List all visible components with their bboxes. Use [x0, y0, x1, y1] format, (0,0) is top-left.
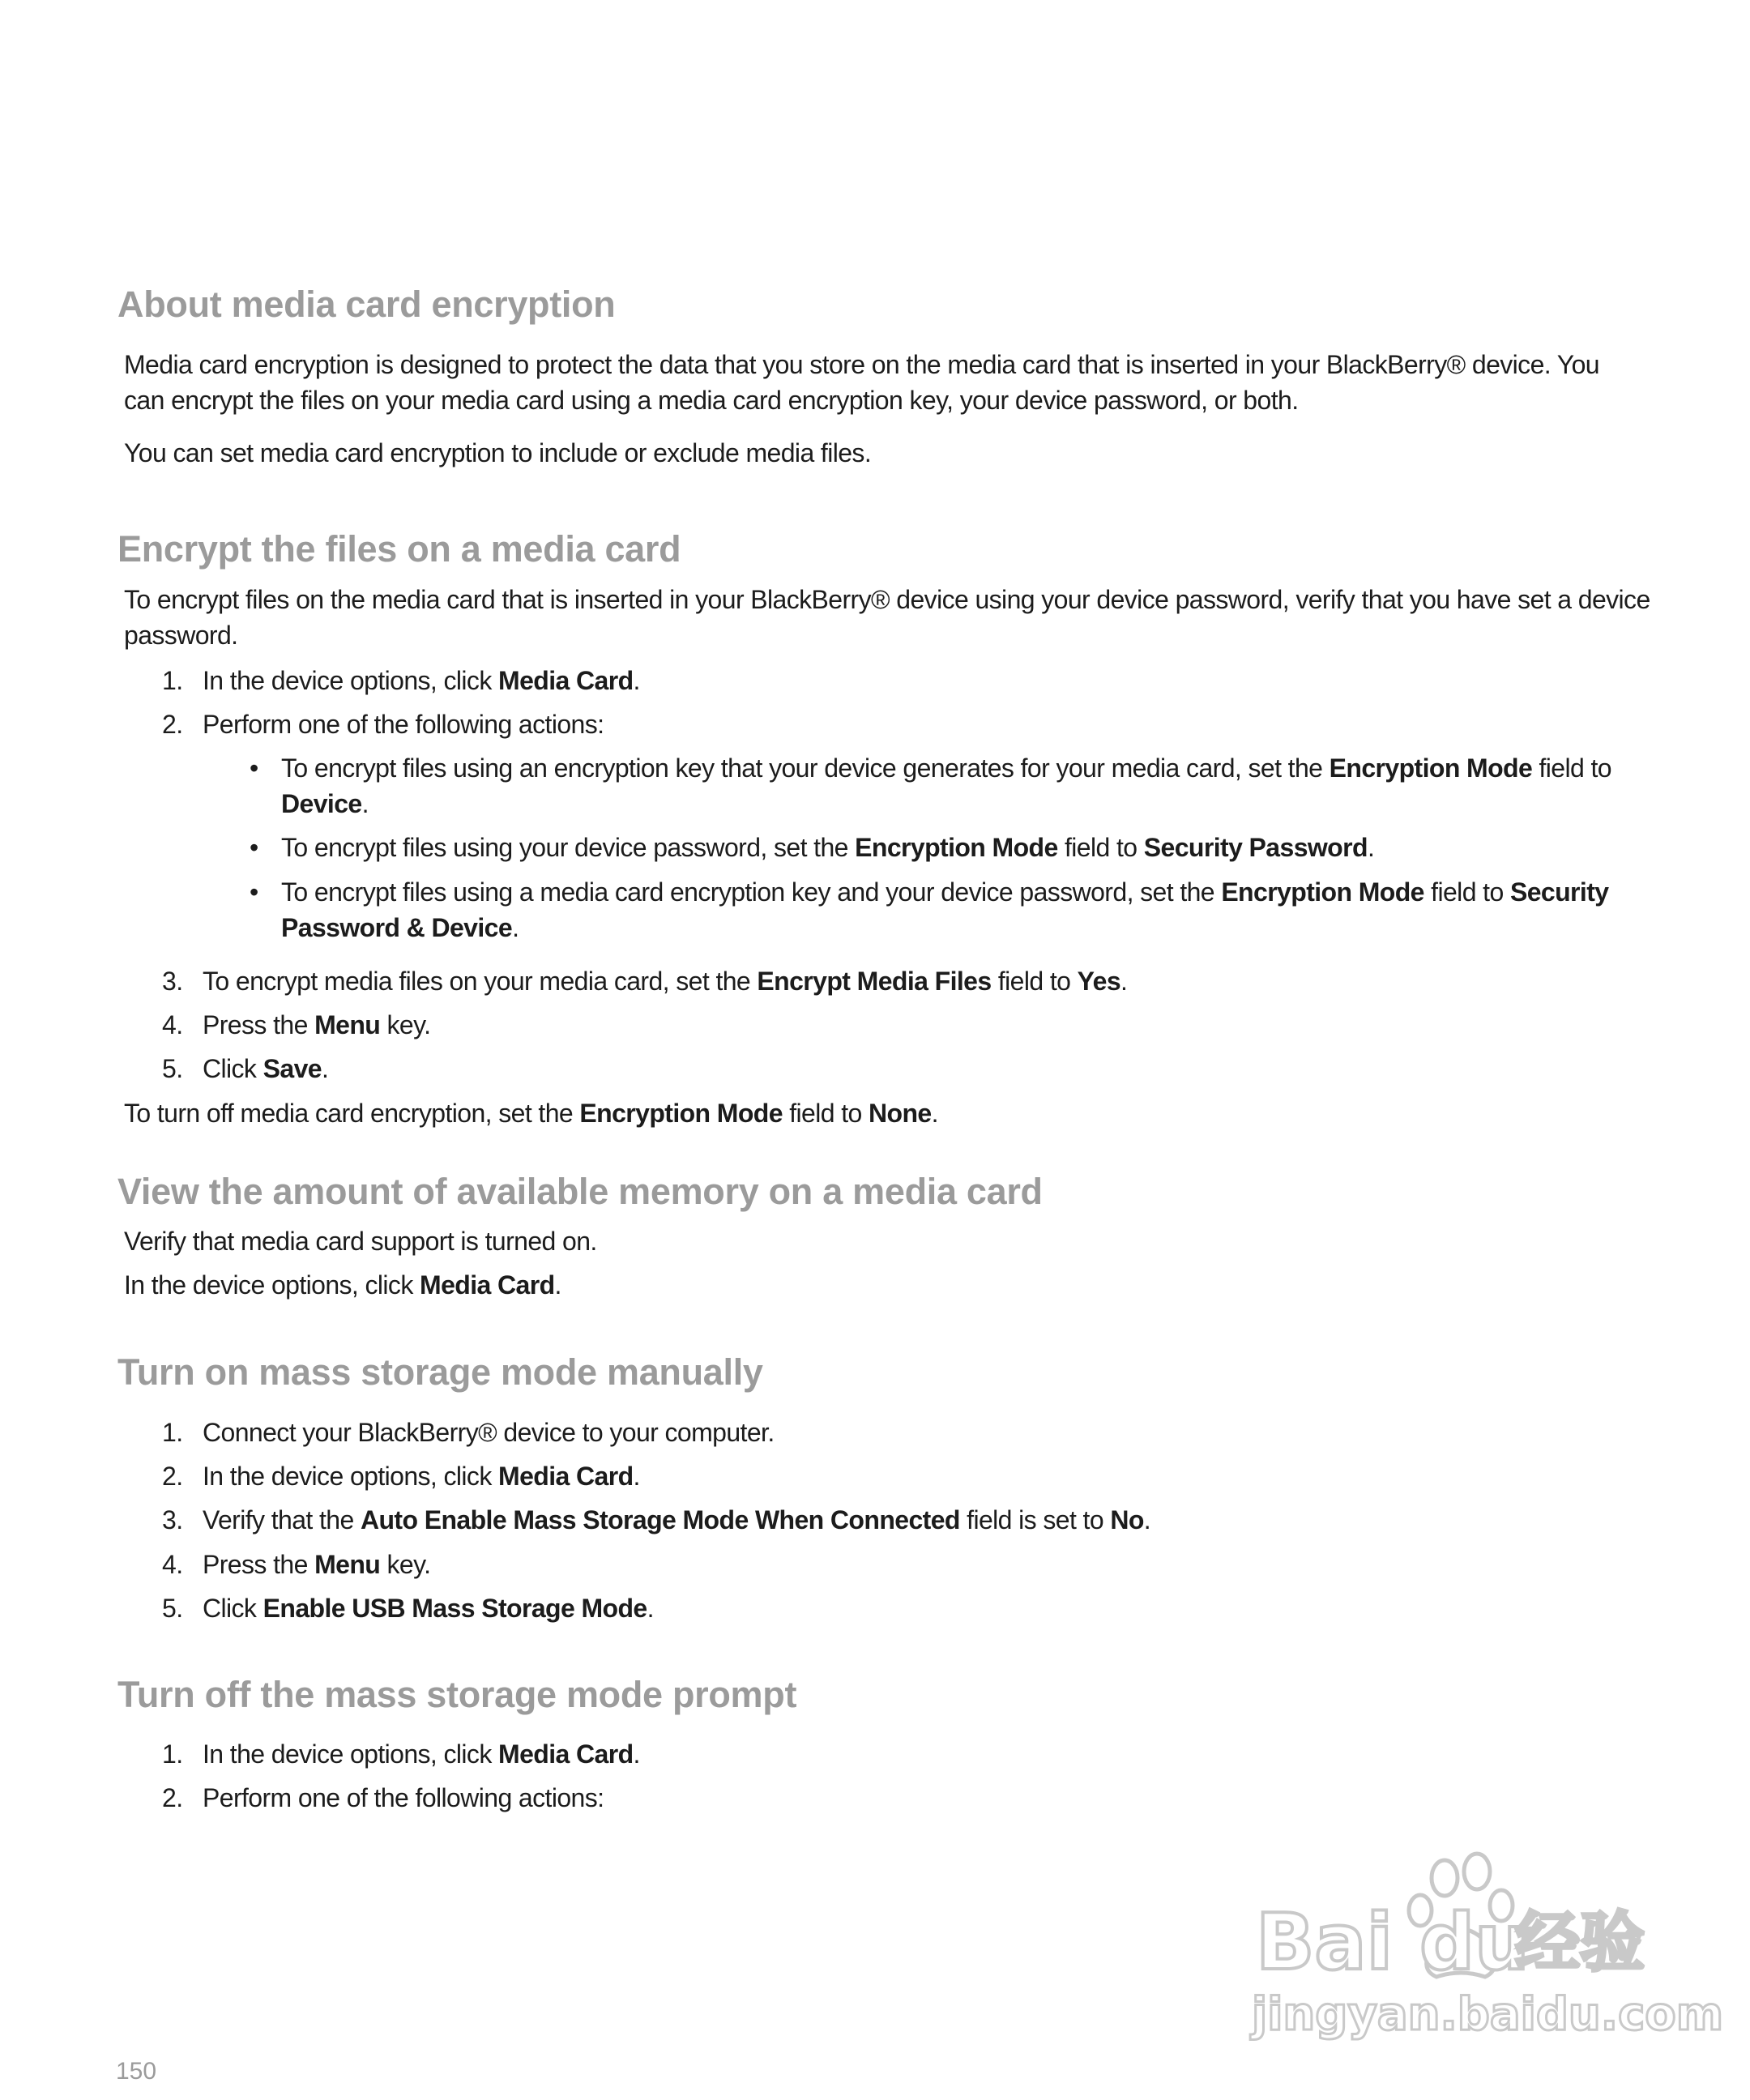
bullet-icon: • [250, 833, 259, 862]
step-number: 1. [162, 1739, 183, 1769]
watermark-cn: 经验 [1515, 1905, 1645, 1980]
bullet-icon: • [250, 877, 259, 907]
step-number: 5. [162, 1594, 183, 1623]
about-paragraph-line1: Media card encryption is designed to protect the data that you store on the media card that is inserted in your BlackBerry® device. You [124, 350, 1599, 379]
heading-mass-storage-on: Turn on mass storage mode manually [117, 1351, 763, 1393]
encrypt-step-1: In the device options, click Media Card. [203, 666, 640, 695]
encrypt-step-5: Click Save. [203, 1054, 329, 1083]
mass-on-step-1: Connect your BlackBerry® device to your computer. [203, 1418, 775, 1447]
mass-off-step-2: Perform one of the following actions: [203, 1783, 604, 1812]
step-number: 1. [162, 1418, 183, 1447]
encrypt-step-2: Perform one of the following actions: [203, 710, 604, 739]
baidu-jingyan-watermark [1252, 1847, 1724, 2050]
memory-paragraph-1: Verify that media card support is turned on. [124, 1227, 597, 1256]
mass-on-step-3: Verify that the Auto Enable Mass Storage Mode When Connected field is set to No. [203, 1505, 1151, 1534]
mass-on-step-5: Click Enable USB Mass Storage Mode. [203, 1594, 654, 1623]
encrypt-step-3: To encrypt media files on your media card, set the Encrypt Media Files field to Yes. [203, 967, 1128, 996]
memory-paragraph-2: In the device options, click Media Card. [124, 1270, 561, 1300]
step-number: 5. [162, 1054, 183, 1083]
heading-about-encryption: About media card encryption [117, 284, 616, 325]
step-number: 1. [162, 666, 183, 695]
encrypt-option-device: To encrypt files using an encryption key that your device generates for your media card, set the Encryption Mode field to Device. [281, 753, 1611, 818]
watermark-brand: Bai du [1256, 1898, 1530, 1987]
watermark-url: jingyan.baidu.com [1252, 1988, 1724, 2041]
encrypt-option-password: To encrypt files using your device password, set the Encryption Mode field to Security Password. [281, 833, 1375, 862]
step-number: 3. [162, 967, 183, 996]
mass-off-step-1: In the device options, click Media Card. [203, 1739, 640, 1769]
step-number: 4. [162, 1550, 183, 1579]
encrypt-option-password-device: To encrypt files using a media card encryption key and your device password, set the Encryption Mode field to Security Password & Device. [281, 877, 1609, 942]
about-paragraph-2: You can set media card encryption to include or exclude media files. [124, 438, 872, 467]
page-number: 150 [116, 2058, 157, 2085]
about-paragraph-line2: can encrypt the files on your media card using a media card encryption key, your device password, or both. [124, 386, 1299, 415]
mass-on-step-2: In the device options, click Media Card. [203, 1462, 640, 1491]
encrypt-turn-off-note: To turn off media card encryption, set the Encryption Mode field to None. [124, 1099, 938, 1128]
encrypt-intro-line1: To encrypt files on the media card that is inserted in your BlackBerry® device using your device password, verify that you have set a device [124, 585, 1650, 614]
step-number: 2. [162, 710, 183, 739]
heading-mass-storage-prompt-off: Turn off the mass storage mode prompt [117, 1674, 797, 1715]
bullet-icon: • [250, 753, 259, 783]
step-number: 3. [162, 1505, 183, 1534]
encrypt-intro-line2: password. [124, 621, 238, 650]
step-number: 2. [162, 1462, 183, 1491]
heading-view-memory: View the amount of available memory on a media card [117, 1171, 1043, 1212]
heading-encrypt-files: Encrypt the files on a media card [117, 528, 681, 570]
mass-on-step-4: Press the Menu key. [203, 1550, 431, 1579]
step-number: 4. [162, 1010, 183, 1039]
step-number: 2. [162, 1783, 183, 1812]
encrypt-step-4: Press the Menu key. [203, 1010, 431, 1039]
